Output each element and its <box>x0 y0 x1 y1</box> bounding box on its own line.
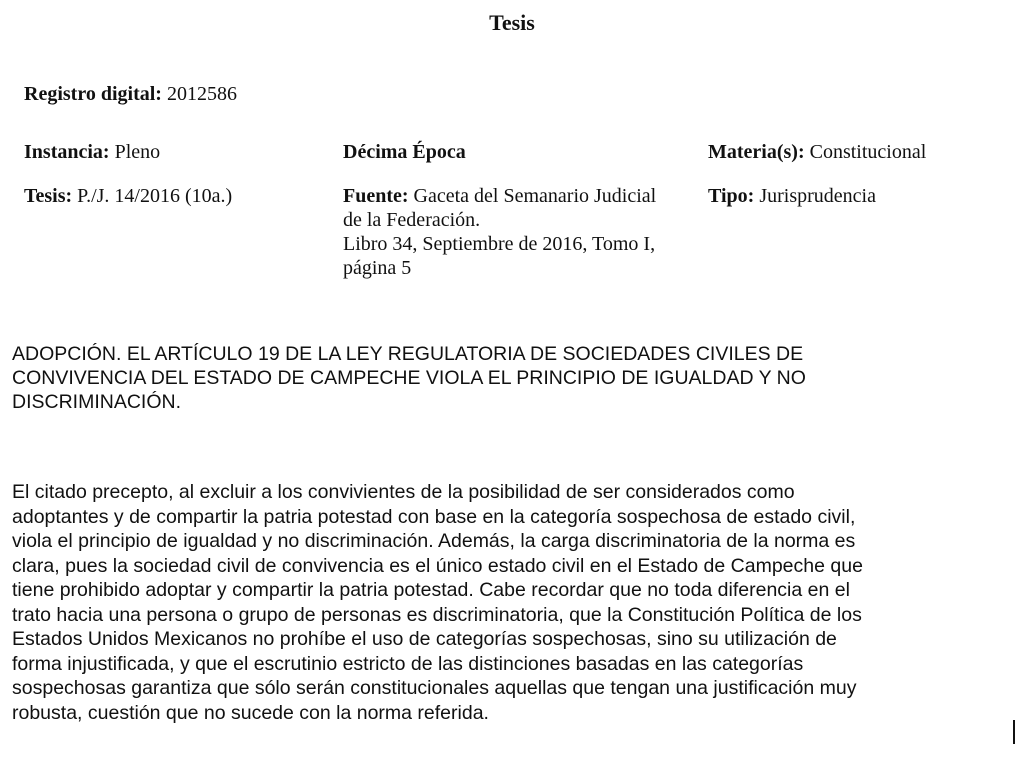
tesis-number <box>24 184 232 208</box>
fuente-line-3: Libro 34, Septiembre de 2016, Tomo I, <box>343 233 656 255</box>
registro-digital-label: Registro digital: <box>24 83 162 105</box>
body-line: robusta, cuestión que no sucede con la norma referida. <box>12 701 489 724</box>
materia-value: Constitucional <box>804 141 927 163</box>
instancia <box>24 140 160 164</box>
fuente <box>343 184 703 280</box>
epoca-label: Décima Época <box>343 141 466 163</box>
fuente-line-4: página 5 <box>343 257 412 279</box>
registro-digital <box>24 82 237 106</box>
heading-line: DISCRIMINACIÓN. <box>12 391 182 413</box>
materia-label: Materia(s): <box>708 141 805 163</box>
registro-digital-value: 2012586 <box>161 83 237 105</box>
fuente-value-1: Gaceta del Semanario Judicial <box>408 185 657 207</box>
epoca <box>343 140 466 164</box>
body-line: viola el principio de igualdad y no discriminación. Además, la carga discriminatoria de la norma es <box>12 530 856 552</box>
body-line: Estados Unidos Mexicanos no prohíbe el uso de categorías sospechosas, sino su utilización de <box>12 628 837 650</box>
tipo-label: Tipo: <box>708 185 755 207</box>
tipo-value: Jurisprudencia <box>754 185 876 207</box>
body-line: El citado precepto, al excluir a los convivientes de la posibilidad de ser considerados como <box>12 481 795 503</box>
tesis-value: P./J. 14/2016 (10a.) <box>72 185 233 207</box>
heading-line: ADOPCIÓN. EL ARTÍCULO 19 DE LA LEY REGULATORIA DE SOCIEDADES CIVILES DE <box>12 343 804 365</box>
fuente-line-1 <box>343 184 703 208</box>
body-line: trato hacia una persona o grupo de personas es discriminatoria, que la Constitución Política de los <box>12 603 862 626</box>
tipo <box>708 184 876 208</box>
document-title: Tesis <box>489 10 535 35</box>
body-line: adoptantes y de compartir la patria potestad con base en la categoría sospechosa de estado civil, <box>12 505 856 528</box>
tesis-label: Tesis: <box>24 185 73 207</box>
thesis-body <box>12 480 1012 725</box>
body-line: forma injustificada, y que el escrutinio estricto de las distinciones basadas en las categorías <box>12 652 804 675</box>
fuente-line-2: de la Federación. <box>343 209 481 231</box>
body-line: clara, pues la sociedad civil de convivencia es el único estado civil en el Estado de Campeche que <box>12 554 863 577</box>
instancia-value: Pleno <box>109 141 161 163</box>
materia <box>708 140 926 164</box>
instancia-label: Instancia: <box>24 141 110 163</box>
thesis-heading <box>12 342 1012 414</box>
body-line: tiene prohibido adoptar y compartir la patria potestad. Cabe recordar que no toda diferencia en el <box>12 579 850 601</box>
body-line: sospechosas garantiza que sólo serán constitucionales aquellas que tengan una justificación muy <box>12 677 857 699</box>
fuente-label: Fuente: <box>343 185 409 207</box>
heading-line: CONVIVENCIA DEL ESTADO DE CAMPECHE VIOLA EL PRINCIPIO DE IGUALDAD Y NO <box>12 367 806 389</box>
text-cursor <box>1013 720 1015 744</box>
